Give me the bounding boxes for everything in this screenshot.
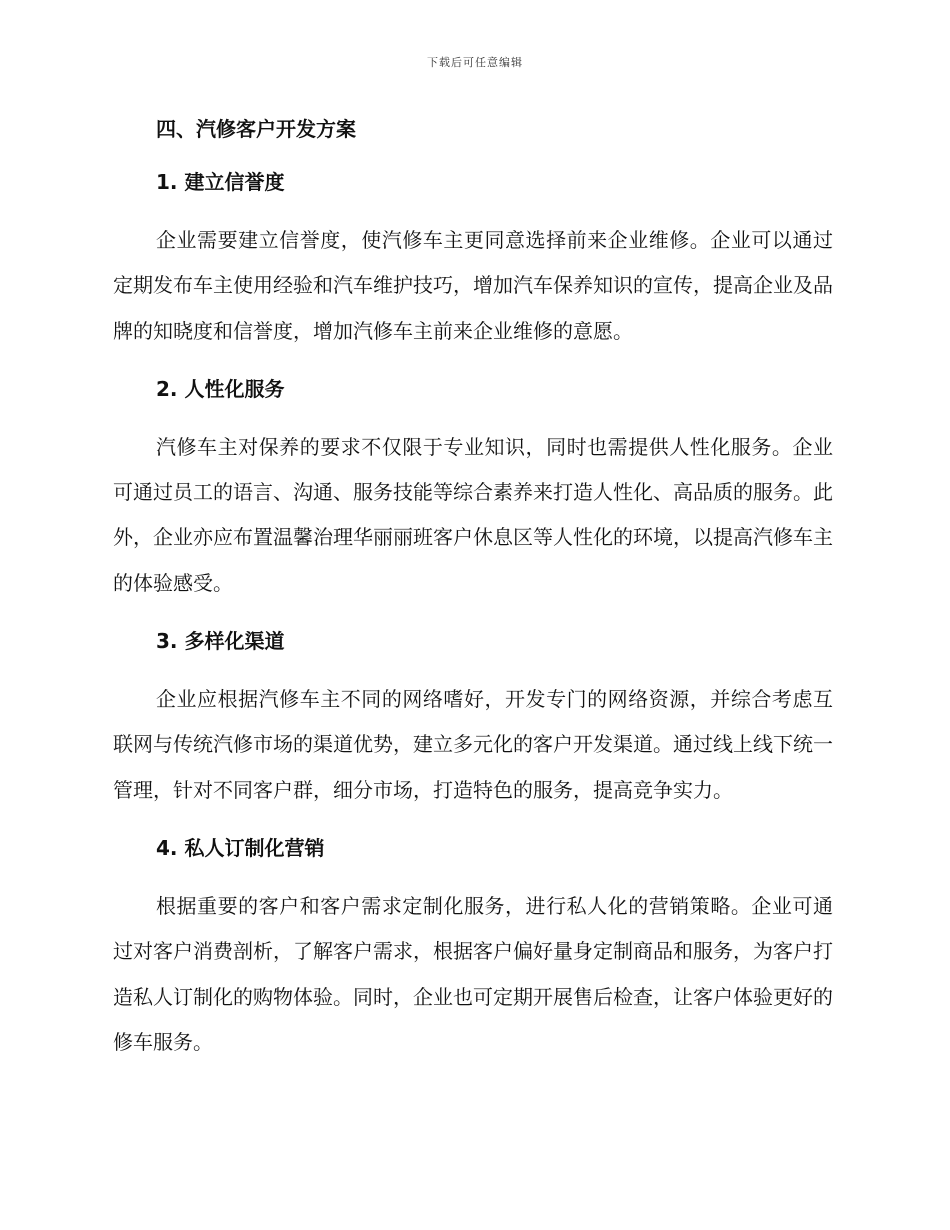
document-body (113, 112, 833, 1083)
section-paragraph-3: 企业应根据汽修车主不同的网络嗜好，开发专门的网络资源，并综合考虑互联网与传统汽修市场的渠道优势，建立多元化的客户开发渠道。通过线上线下统一管理，针对不同客户群，细分市场，打造特色的服务，提高竞争实力。 (113, 687, 833, 802)
header-note: 下载后可任意编辑 (427, 56, 523, 69)
section-paragraph-2: 汽修车主对保养的要求不仅限于专业知识，同时也需提供人性化服务。企业可通过员工的语言、沟通、服务技能等综合素养来打造人性化、高品质的服务。此外，企业亦应布置温馨治理华丽丽班客户休息区等人性化的环境，以提高汽修车主的体验感受。 (113, 434, 833, 595)
section-paragraph-4: 根据重要的客户和客户需求定制化服务，进行私人化的营销策略。企业可通过对客户消费剖析，了解客户需求，根据客户偏好量身定制商品和服务，为客户打造私人订制化的购物体验。同时，企业也可定期开展售后检查，让客户体验更好的修车服务。 (113, 893, 833, 1054)
section-heading-1: 1. 建立信誉度 (156, 170, 285, 194)
section-heading-2: 2. 人性化服务 (156, 376, 285, 401)
section-heading-3: 3. 多样化渠道 (156, 629, 285, 654)
document-title: 四、汽修客户开发方案 (156, 117, 356, 141)
section-paragraph-1: 企业需要建立信誉度，使汽修车主更同意选择前来企业维修。企业可以通过定期发布车主使用经验和汽车维护技巧，增加汽车保养知识的宣传，提高企业及品牌的知晓度和信誉度，增加汽修车主前来企业维修的意愿。 (113, 228, 833, 343)
section-heading-4: 4. 私人订制化营销 (156, 835, 325, 860)
